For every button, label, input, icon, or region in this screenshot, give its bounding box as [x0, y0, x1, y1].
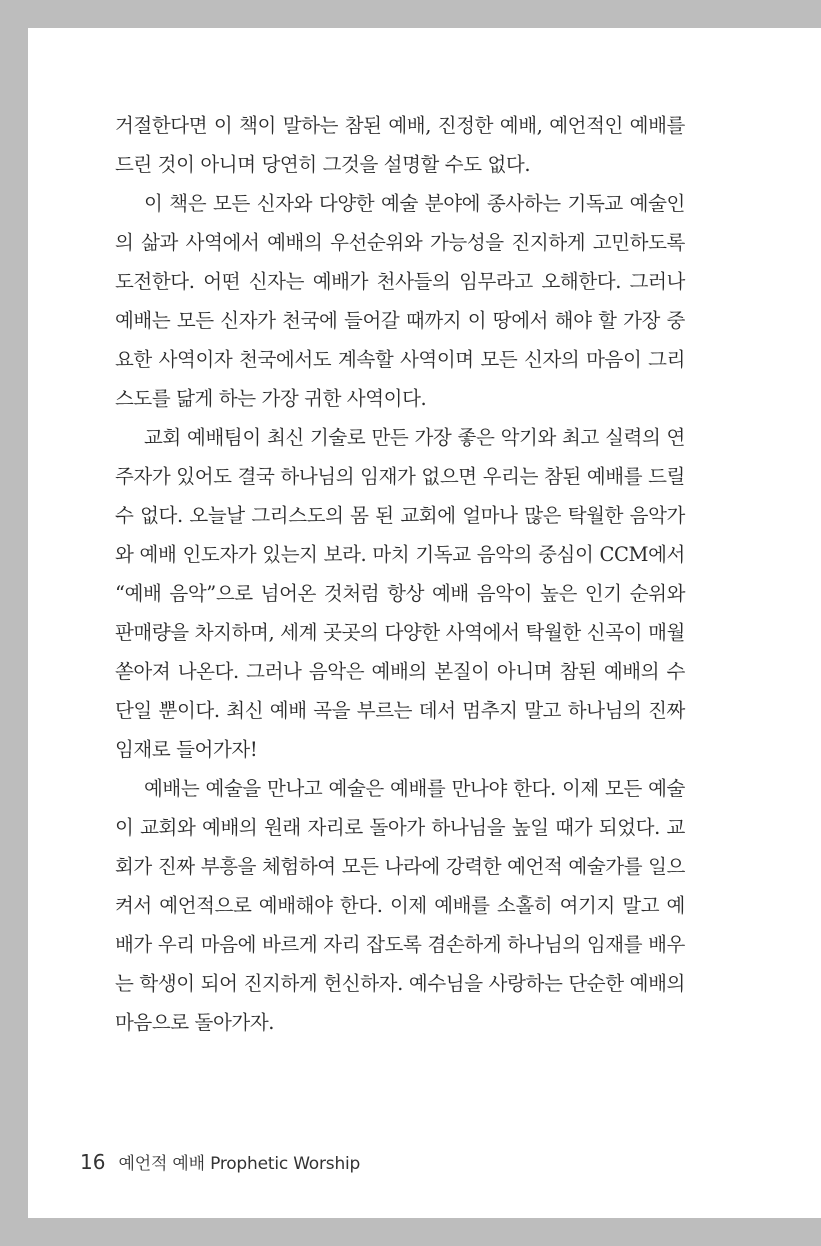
page-footer: [80, 1149, 360, 1174]
body-text: [115, 106, 685, 1042]
paragraph-4: 예배는 예술을 만나고 예술은 예배를 만나야 한다. 이제 모든 예술이 교회와 예배의 원래 자리로 돌아가 하나님을 높일 때가 되었다. 교회가 진짜 부흥을 체험하여 모든 나라에 강력한 예언적 예술가를 일으켜서 예언적으로 예배해야 한다. 이제 예배를 소홀히 여기지 말고 예배가 우리 마음에 바르게 자리 잡도록 겸손하게 하나님의 임재를 배우는 학생이 되어 진지하게 헌신하자. 예수님을 사랑하는 단순한 예배의 마음으로 돌아가자.: [115, 777, 685, 1034]
paragraph-3: 교회 예배팀이 최신 기술로 만든 가장 좋은 악기와 최고 실력의 연주자가 있어도 결국 하나님의 임재가 없으면 우리는 참된 예배를 드릴 수 없다. 오늘날 그리스도의 몸 된 교회에 얼마나 많은 탁월한 음악가와 예배 인도자가 있는지 보라. 마치 기독교 음악의 중심이 CCM에서 “예배 음악”으로 넘어온 것처럼 항상 예배 음악이 높은 인기 순위와 판매량을 차지하며, 세계 곳곳의 다양한 사역에서 탁월한 신곡이 매월 쏟아져 나온다. 그러나 음악은 예배의 본질이 아니며 참된 예배의 수단일 뿐이다. 최신 예배 곡을 부르는 데서 멈추지 말고 하나님의 진짜 임재로 들어가자!: [115, 426, 685, 761]
book-page: [28, 28, 821, 1218]
page-number: 16: [80, 1150, 106, 1174]
running-title: 예언적 예배 Prophetic Worship: [118, 1154, 361, 1174]
paragraph-2: 이 책은 모든 신자와 다양한 예술 분야에 종사하는 기독교 예술인의 삶과 사역에서 예배의 우선순위와 가능성을 진지하게 고민하도록 도전한다. 어떤 신자는 예배가 천사들의 임무라고 오해한다. 그러나 예배는 모든 신자가 천국에 들어갈 때까지 이 땅에서 해야 할 가장 중요한 사역이자 천국에서도 계속할 사역이며 모든 신자의 마음이 그리스도를 닮게 하는 가장 귀한 사역이다.: [115, 192, 685, 410]
paragraph-1: 거절한다면 이 책이 말하는 참된 예배, 진정한 예배, 예언적인 예배를 드린 것이 아니며 당연히 그것을 설명할 수도 없다.: [115, 114, 685, 176]
